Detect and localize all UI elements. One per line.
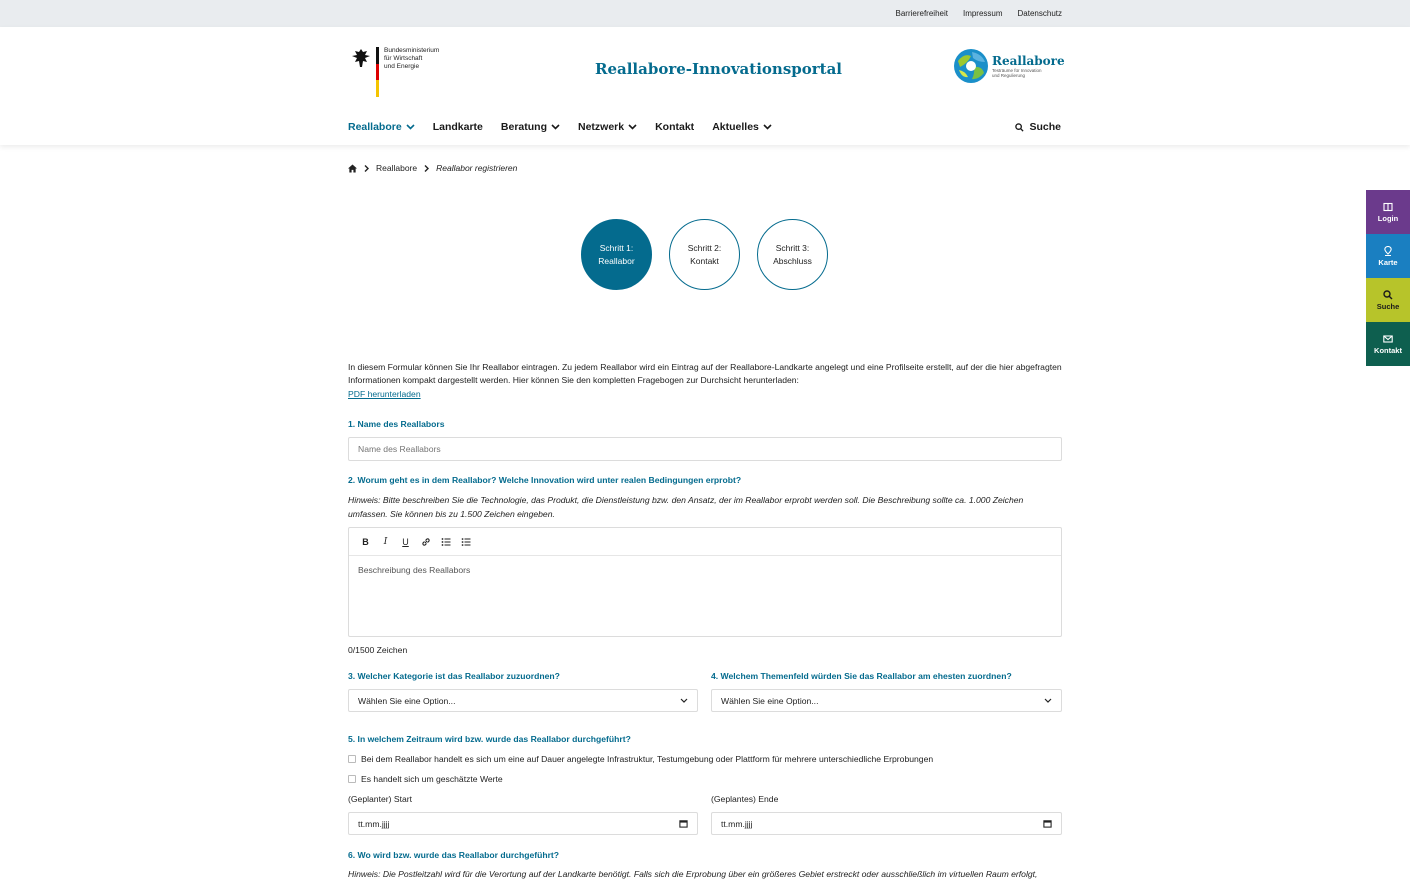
nav-label: Aktuelles — [712, 121, 759, 133]
link-button[interactable] — [420, 536, 431, 547]
nav-landkarte[interactable] — [433, 121, 483, 133]
description-editor — [348, 527, 1062, 637]
intro-text: In diesem Formular können Sie Ihr Reallabor eintragen. Zu jedem Reallabor wird ein Eintrag auf der Reallabore-Landkarte angelegt und eine Profilseite erstellt, auf der die hier abgefragten Informationen kompakt dargestellt werden. Hier können Sie den kompletten Fragebogen zur Durchsicht herunterladen: — [348, 362, 1062, 386]
bold-button[interactable]: B — [362, 536, 369, 547]
side-tab-label: Suche — [1376, 301, 1400, 311]
chevron-right-icon — [364, 165, 369, 172]
side-tab-label: Login — [1377, 213, 1399, 223]
link-icon — [421, 537, 431, 547]
bullet-list-button[interactable] — [440, 536, 451, 547]
pdf-download-link[interactable]: PDF herunterladen — [348, 388, 421, 399]
portal-title[interactable]: Reallabore-Innovationsportal — [595, 60, 843, 78]
estimated-values-row — [348, 774, 503, 784]
search-icon — [1015, 123, 1024, 132]
reallabore-globe-icon — [952, 47, 990, 85]
main-navigation — [348, 121, 772, 133]
link-barrierefreiheit[interactable]: Barrierefreiheit — [895, 9, 948, 18]
start-date-input[interactable] — [348, 812, 698, 835]
form-steps — [581, 219, 828, 290]
estimated-values-checkbox[interactable] — [348, 775, 356, 783]
end-date-label: (Geplantes) Ende — [711, 794, 779, 804]
permanent-infrastructure-checkbox[interactable] — [348, 755, 356, 763]
nav-label: Beratung — [500, 121, 547, 133]
nav-label: Landkarte — [432, 121, 483, 133]
nav-kontakt[interactable] — [655, 121, 694, 133]
chevron-down-icon — [406, 124, 415, 130]
chevron-down-icon — [628, 124, 637, 130]
home-icon[interactable] — [348, 164, 357, 173]
chevron-down-icon — [551, 124, 560, 130]
logo-title: Reallabore — [992, 54, 1065, 68]
date-placeholder: tt.mm.jjjj — [721, 818, 753, 829]
chevron-right-icon — [424, 165, 429, 172]
description-textarea[interactable]: Beschreibung des Reallabors — [358, 565, 471, 575]
breadcrumb — [348, 163, 517, 173]
nav-netzwerk[interactable] — [578, 121, 637, 133]
start-date-label: (Geplanter) Start — [348, 794, 412, 804]
logo-subtitle: Testräume für Innovation und Regulierung — [992, 68, 1042, 78]
nav-label: Kontakt — [655, 121, 695, 133]
flag-bar — [376, 47, 379, 97]
question-6-label: 6. Wo wird bzw. wurde das Reallabor durchgeführt? — [348, 850, 560, 860]
reallabore-logo[interactable] — [952, 47, 1065, 85]
question-2-hint: Hinweis: Bitte beschreiben Sie die Technologie, das Produkt, die Dienstleistung bzw. den Ansatz, der im Reallabor erprobt werden soll. Die Beschreibung sollte ca. 1.000 Zeichen umfassen. Sie können bis zu 1.500 Zeichen eingeben. — [348, 495, 1024, 519]
question-4-label: 4. Welchem Themenfeld würden Sie das Reallabor am ehesten zuordnen? — [711, 671, 1012, 681]
side-tab-suche[interactable] — [1366, 278, 1410, 322]
question-3-label: 3. Welcher Kategorie ist das Reallabor zuzuordnen? — [348, 671, 560, 681]
checkbox-label: Bei dem Reallabor handelt es sich um eine auf Dauer angelegte Infrastruktur, Testumgebung oder Plattform für mehrere unterschiedliche Erprobungen — [361, 754, 934, 764]
nav-beratung[interactable] — [501, 121, 560, 133]
select-value: Wählen Sie eine Option... — [721, 695, 819, 706]
reallabor-name-input[interactable] — [348, 437, 1062, 461]
step-2-kontakt[interactable]: Schritt 2: Kontakt — [669, 219, 740, 290]
side-tab-kontakt[interactable] — [1366, 322, 1410, 366]
link-datenschutz[interactable]: Datenschutz — [1017, 9, 1062, 18]
select-value: Wählen Sie eine Option... — [358, 695, 456, 706]
nav-search-button[interactable] — [1015, 121, 1061, 133]
calendar-icon[interactable] — [1043, 819, 1052, 828]
chevron-down-icon — [680, 698, 688, 703]
breadcrumb-current: Reallabor registrieren — [436, 163, 518, 173]
chevron-down-icon — [763, 124, 772, 130]
end-date-input[interactable] — [711, 812, 1062, 835]
search-label: Suche — [1029, 121, 1061, 133]
utility-links — [896, 9, 1063, 18]
editor-toolbar — [349, 528, 1061, 556]
site-header — [0, 27, 1410, 145]
step-1-reallabor[interactable]: Schritt 1: Reallabor — [581, 219, 652, 290]
breadcrumb-parent[interactable]: Reallabore — [376, 163, 418, 173]
search-icon — [1383, 290, 1393, 300]
permanent-infrastructure-row — [348, 754, 933, 764]
italic-button[interactable]: I — [383, 536, 388, 547]
side-tab-karte[interactable] — [1366, 234, 1410, 278]
date-placeholder: tt.mm.jjjj — [358, 818, 390, 829]
question-6-hint: Hinweis: Die Postleitzahl wird für die Verortung auf der Landkarte benötigt. Falls sich die Erprobung über ein größeres Gebiet erstreckt oder ausschließlich im virtuellen Raum erfolgt, — [348, 869, 1038, 879]
login-icon — [1383, 202, 1393, 212]
numbered-list-icon — [461, 537, 471, 547]
nav-label: Netzwerk — [577, 121, 625, 133]
side-tab-label: Karte — [1378, 257, 1398, 267]
side-tab-login[interactable] — [1366, 190, 1410, 234]
numbered-list-button[interactable] — [460, 536, 471, 547]
side-tab-label: Kontakt — [1374, 345, 1402, 355]
nav-aktuelles[interactable] — [712, 121, 772, 133]
federal-eagle-icon — [350, 47, 372, 69]
character-counter: 0/1500 Zeichen — [348, 645, 408, 655]
link-impressum[interactable]: Impressum — [962, 9, 1003, 18]
side-quick-tabs — [1366, 190, 1410, 366]
map-pin-icon — [1383, 246, 1393, 256]
checkbox-label: Es handelt sich um geschätzte Werte — [361, 774, 503, 784]
question-2-label: 2. Worum geht es in dem Reallabor? Welche Innovation wird unter realen Bedingungen erprobt? — [348, 475, 742, 485]
calendar-icon[interactable] — [679, 819, 688, 828]
step-3-abschluss[interactable]: Schritt 3: Abschluss — [757, 219, 828, 290]
nav-label: Reallabore — [348, 121, 402, 133]
ministry-logo[interactable] — [350, 47, 454, 97]
mail-icon — [1383, 334, 1393, 344]
underline-button[interactable]: U — [402, 536, 409, 547]
topic-select[interactable] — [711, 689, 1062, 712]
bullet-list-icon — [441, 537, 451, 547]
question-1-label: 1. Name des Reallabors — [348, 419, 445, 429]
chevron-down-icon — [1044, 698, 1052, 703]
nav-reallabore[interactable] — [348, 121, 415, 133]
question-5-label: 5. In welchem Zeitraum wird bzw. wurde das Reallabor durchgeführt? — [348, 734, 631, 744]
category-select[interactable] — [348, 689, 698, 712]
top-utility-bar — [0, 0, 1410, 27]
ministry-name: Bundesministerium für Wirtschaft und Energie — [384, 47, 440, 70]
form-intro — [348, 361, 1062, 401]
